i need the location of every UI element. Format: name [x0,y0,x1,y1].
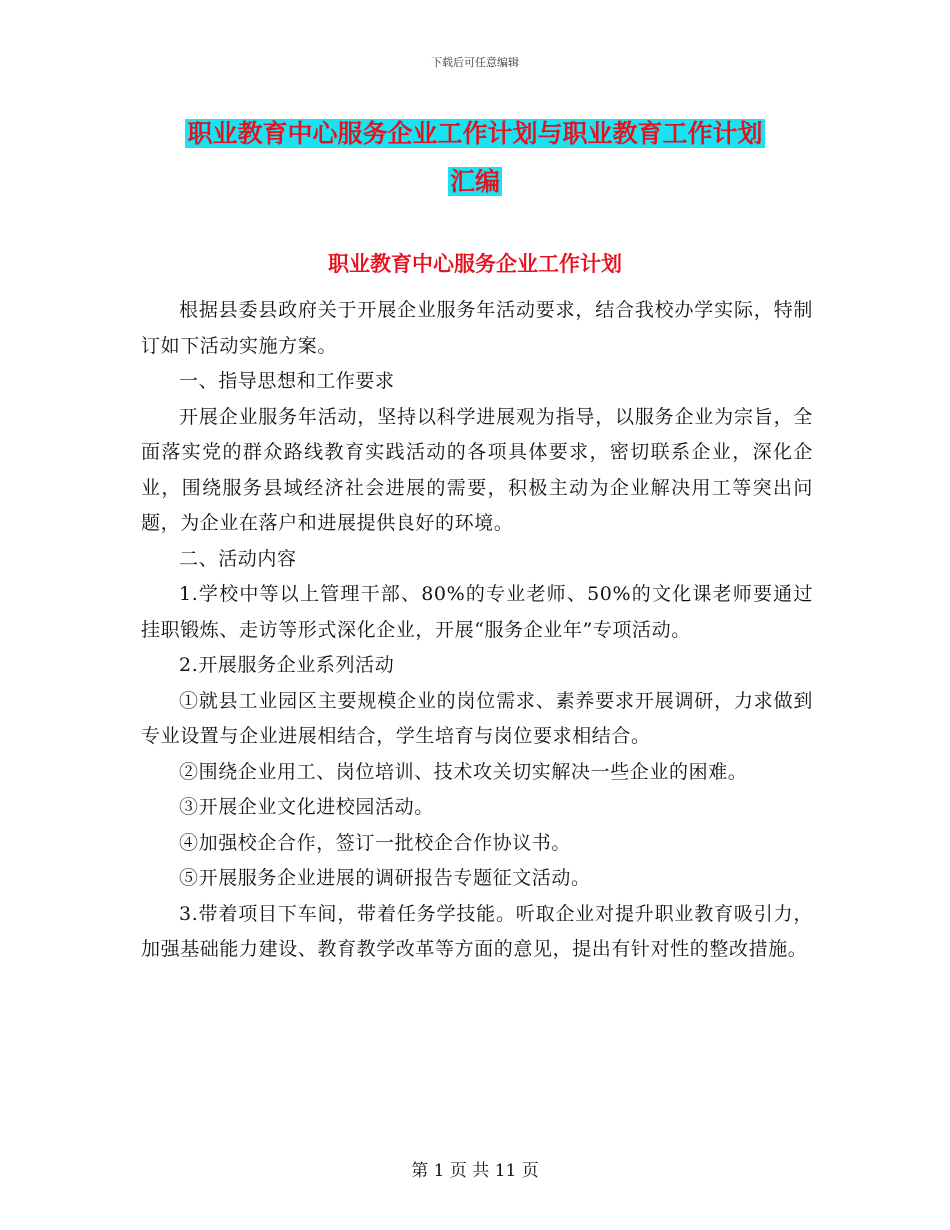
paragraph: ⑤开展服务企业进展的调研报告专题征文活动。 [179,867,591,889]
paragraph: ④加强校企合作，签订一批校企合作协议书。 [179,831,572,854]
paragraph: 3.带着项目下车间，带着任务学技能。听取企业对提升职业教育吸引力，加强基础能力建设、教育教学改革等方面的意见，提出有针对性的整改措施。 [141,902,813,960]
paragraph: 开展企业服务年活动，坚持以科学进展观为指导，以服务企业为宗旨，全面落实党的群众路线教育实践活动的各项具体要求，密切联系企业，深化企业，围绕服务县域经济社会进展的需要，积极主动为企业解决用工等突出问题，为企业在落户和进展提供良好的环境。 [141,405,813,534]
document-title-line-2: 汇编 [449,167,500,196]
paragraph: ②围绕企业用工、岗位培训、技术攻关切实解决一些企业的困难。 [179,760,748,783]
paragraph: 根据县委县政府关于开展企业服务年活动要求，结合我校办学实际，特制订如下活动实施方案。 [141,299,813,357]
paragraph: ③开展企业文化进校园活动。 [179,796,434,818]
page-number-footer: 第 1 页 共 11 页 [411,1161,539,1181]
paragraph: 2.开展服务企业系列活动 [179,654,395,676]
document-title [120,110,830,206]
paragraph: 二、活动内容 [179,547,297,570]
paragraph: ①就县工业园区主要规模企业的岗位需求、素养要求开展调研，力求做到专业设置与企业进展相结合，学生培育与岗位要求相结合。 [141,689,813,747]
header-note: 下载后可任意编辑 [431,56,519,69]
paragraph: 1.学校中等以上管理干部、80%的专业老师、50%的文化课老师要通过挂职锻炼、走访等形式深化企业，开展“服务企业年”专项活动。 [141,583,813,641]
paragraph: 一、指导思想和工作要求 [179,370,395,392]
section-title: 职业教育中心服务企业工作计划 [328,252,622,276]
document-title-line-1: 职业教育中心服务企业工作计划与职业教育工作计划 [187,119,763,148]
document-body [141,293,813,968]
